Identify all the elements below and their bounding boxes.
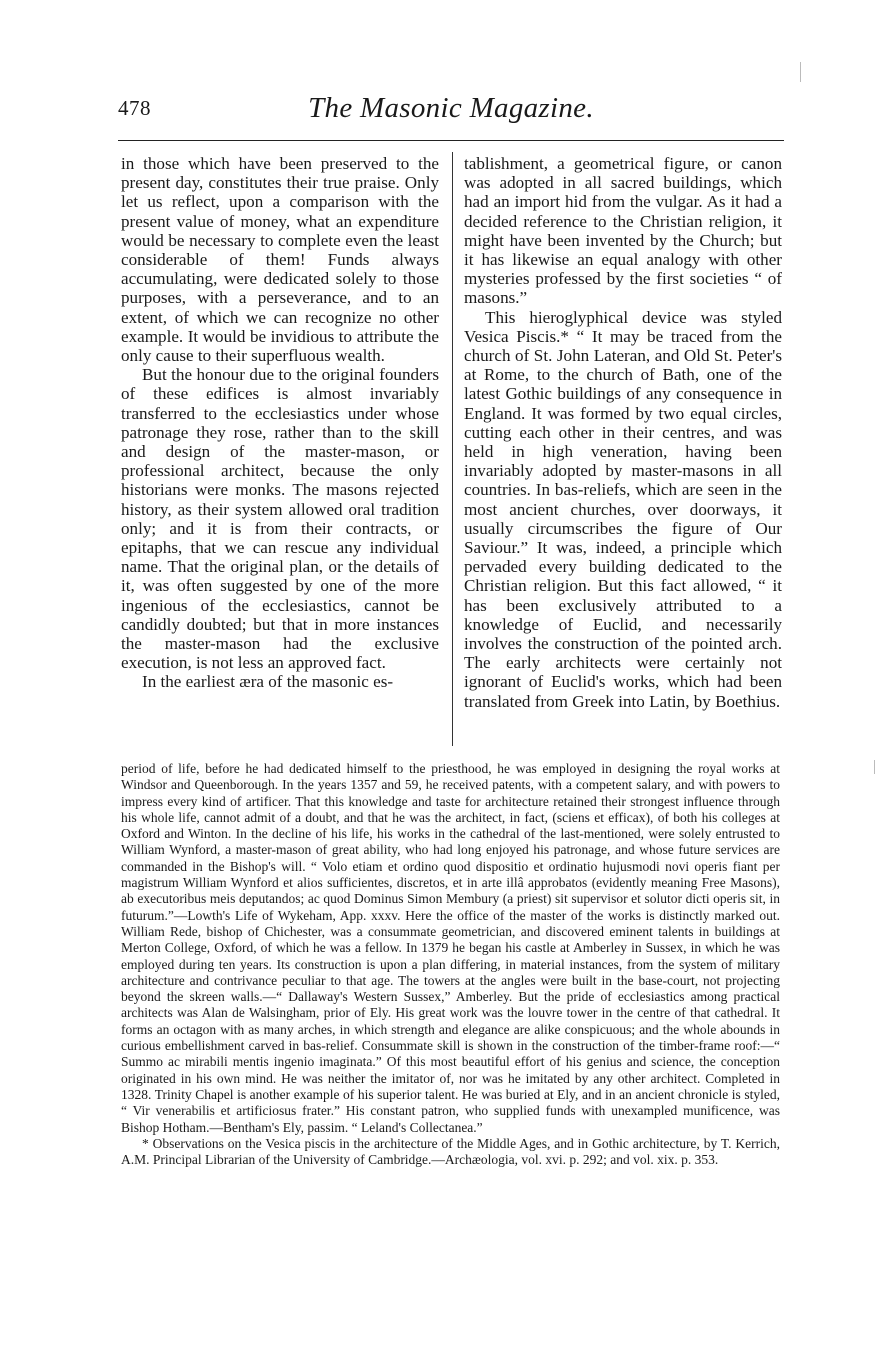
paragraph: in those which have been preserved to the present day, constitutes their true praise. Only let us reflect, upon a comparison with the present value of money, what an expenditure would be necessary to complete even the least considerable of them! Funds always accumulating, were dedicated solely to those purposes, with a perseverance, and to an extent, of which we can recognize no other example. It would be invidious to attribute the only cause to their superfluous wealth. xyxy=(121,154,439,366)
footnotes xyxy=(121,761,780,1168)
page-edge-mark xyxy=(800,62,801,82)
page-number: 478 xyxy=(118,96,151,120)
paragraph: In the earliest æra of the masonic es- xyxy=(142,672,394,692)
header-rule xyxy=(118,140,784,141)
running-header xyxy=(118,92,784,132)
right-column xyxy=(464,154,782,711)
paragraph: This hieroglyphical device was styled Vesica Piscis.* “ It may be traced from the church of St. John Lateran, and Old St. Peter's at Rome, to the church of Bath, one of the latest Gothic buildings of any consequence in England. It was formed by two equal circles, cutting each other in their centres, and was held in high veneration, having been invariably adopted by master-masons in all countries. In bas-reliefs, which are seen in the most ancient churches, over doorways, it usually circumscribes the figure of Our Saviour.” It was, indeed, a principle which pervaded every building dedicated to the Christian religion. But this fact allowed, “ it has been exclusively attributed to a knowledge of Euclid, and necessarily involves the construction of the pointed arch. The early architects were certainly not ignorant of Euclid's works, which had been translated from Greek into Latin, by Boethius. xyxy=(464,307,782,711)
footnote-vesica-piscis: * Observations on the Vesica piscis in the architecture of the Middle Ages, and in Gothic architecture, by T. Kerrich, A.M. Principal Librarian of the University of Cambridge.—Archæologia, vol. xvi. p. 292; and vol. xix. p. 353. xyxy=(121,1135,780,1168)
paragraph: tablishment, a geometrical figure, or canon was adopted in all sacred buildings, which had an import hid from the vulgar. As it had a decided reference to the Christian religion, it might have been invented by the Church; but it has likewise an equal analogy with other mysteries professed by the first societies “ of masons.” xyxy=(464,154,782,308)
left-column xyxy=(121,154,439,692)
column-divider xyxy=(452,152,453,746)
running-title: The Masonic Magazine. xyxy=(308,92,594,124)
paragraph: But the honour due to the original founders of these edifices is almost invariably transferred to the ecclesiastics under whose patronage they rose, rather than to the skill and design of the master-mason, or professional architect, because the only historians were monks. The masons rejected history, as their system allowed oral tradition only; and it is from their contracts, or epitaphs, that we can rescue any individual name. That the original plan, or the details of it, was often suggested by one of the more ingenious of the ecclesiastics, cannot be candidly doubted; but that in more instances the master-mason had the exclusive execution, is not less an approved fact. xyxy=(121,365,439,673)
page-edge-mark xyxy=(874,760,875,774)
footnote-continued: period of life, before he had dedicated himself to the priesthood, he was employed in designing the royal works at Windsor and Queenborough. In the years 1357 and 59, he received patents, with a competent salary, and with powers to impress every kind of artificer. That this knowledge and taste for architecture retained their strongest influence through his whole life, cannot admit of a doubt, and that he was the architect, in fact, (sciens et efficax), of both his colleges at Oxford and Winton. In the decline of his life, his works in the cathedral of the last-mentioned, were solely entrusted to William Wynford, a master-mason of great ability, who had long enjoyed his patronage, and whose future services are commanded in the Bishop's will. “ Volo etiam et ordino quod dispositio et ordinatio hujusmodi novi operis fiant per magistrum William Wynford et alios sufficientes, discretos, et in arte illâ approbatos (evidently meaning Free Masons), ab executoribus meis deputandos; ac quod Dominus Simon Membury (a priest) sit supervisor et solutor dicti operis sit, in futurum.”—Lowth's Life of Wykeham, App. xxxv. Here the office of the master of the works is distinctly marked out. William Rede, bishop of Chichester, was a consummate geometrician, and discovered eminent talents in buildings at Merton College, Oxford, of which he was a fellow. In 1379 he began his castle at Amberley in Sussex, in which he was employed during ten years. Its construction is upon a plan differing, in material instances, from the system of military architecture and contrivance peculiar to that age. The towers at the angles were built in the base-court, not projecting beyond the skreen walls.—“ Dallaway's Western Sussex,” Amberley. But the pride of ecclesiastics among practical architects was Alan de Walsingham, prior of Ely. His great work was the louvre tower in the centre of that cathedral. It forms an octagon with as many arches, in which strength and elegance are alike conspicuous; and the whole abounds in curious embellishment carved in bas-relief. Consummate skill is shown in the construction of the timber-frame roof:—“ Summo ac mirabili mentis ingenio imaginata.” Of this most beautiful effort of his genius and science, the conception originated in his own mind. He was neither the imitator of, nor was he imitated by any other architect. Completed in 1328. Trinity Chapel is another example of his superior talent. He was buried at Ely, and in an ancient chronicle is styled, “ Vir venerabilis et artificiosus frater.” His constant patron, who supplied funds with unexampled munificence, was Bishop Hotham.—Bentham's Ely, passim. “ Leland's Collectanea.” xyxy=(121,761,780,1135)
